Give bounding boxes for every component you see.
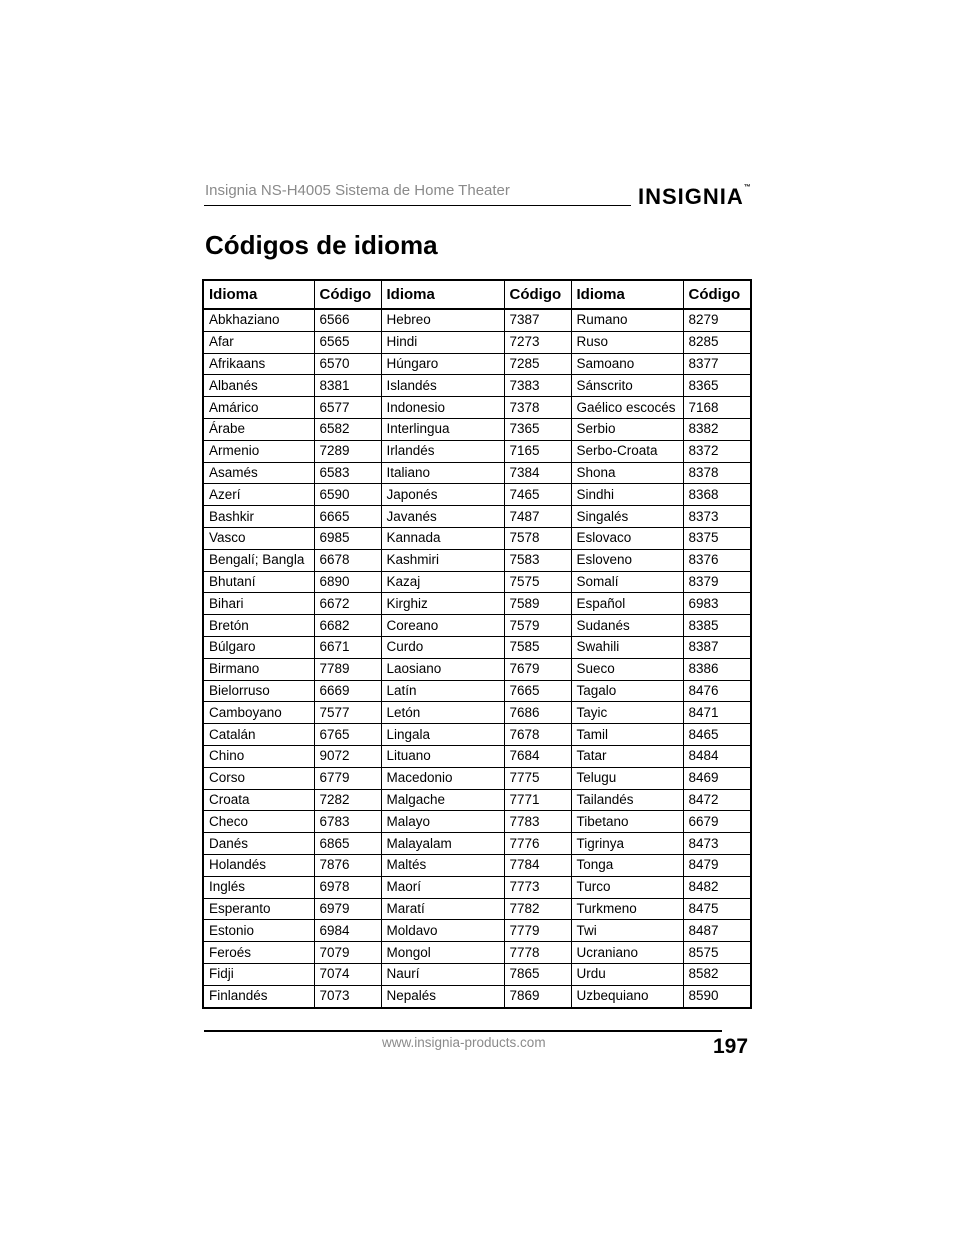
language-code-cell: 7079 (314, 942, 381, 964)
language-code-cell: 7585 (504, 636, 571, 658)
language-name-cell: Inglés (203, 876, 314, 898)
language-code-cell: 8465 (683, 724, 751, 746)
language-code-cell: 6583 (314, 462, 381, 484)
language-name-cell: Javanés (381, 506, 504, 528)
language-code-cell: 6978 (314, 876, 381, 898)
language-name-cell: Birmano (203, 658, 314, 680)
language-name-cell: Somalí (571, 571, 683, 593)
language-name-cell: Árabe (203, 418, 314, 440)
header-rule (204, 205, 631, 206)
language-code-cell: 7783 (504, 811, 571, 833)
column-header: Idioma (571, 280, 683, 309)
table-row (203, 462, 751, 484)
language-code-cell: 7678 (504, 724, 571, 746)
table-row (203, 375, 751, 397)
language-name-cell: Moldavo (381, 920, 504, 942)
language-code-cell: 6984 (314, 920, 381, 942)
language-code-cell: 8476 (683, 680, 751, 702)
language-name-cell: Bhutaní (203, 571, 314, 593)
language-name-cell: Samoano (571, 353, 683, 375)
language-code-cell: 7789 (314, 658, 381, 680)
language-name-cell: Malayalam (381, 833, 504, 855)
footer-rule (204, 1030, 722, 1032)
language-code-cell: 7285 (504, 353, 571, 375)
table-row (203, 506, 751, 528)
language-code-cell: 8373 (683, 506, 751, 528)
language-code-cell: 8469 (683, 767, 751, 789)
table-row (203, 898, 751, 920)
language-code-cell: 8582 (683, 963, 751, 985)
language-name-cell: Estonio (203, 920, 314, 942)
table-row (203, 397, 751, 419)
page-number: 197 (713, 1035, 749, 1058)
language-name-cell: Maorí (381, 876, 504, 898)
language-name-cell: Tailandés (571, 789, 683, 811)
language-code-cell: 8487 (683, 920, 751, 942)
table-row (203, 920, 751, 942)
language-name-cell: Kashmiri (381, 549, 504, 571)
language-code-cell: 7589 (504, 593, 571, 615)
language-code-cell: 6577 (314, 397, 381, 419)
table-row (203, 789, 751, 811)
language-name-cell: Bengalí; Bangla (203, 549, 314, 571)
language-code-cell: 8365 (683, 375, 751, 397)
language-code-cell: 8387 (683, 636, 751, 658)
column-header: Código (683, 280, 751, 309)
language-name-cell: Asamés (203, 462, 314, 484)
language-name-cell: Vasco (203, 527, 314, 549)
language-name-cell: Coreano (381, 615, 504, 637)
language-code-cell: 6582 (314, 418, 381, 440)
table-row (203, 963, 751, 985)
language-name-cell: Curdo (381, 636, 504, 658)
language-name-cell: Catalán (203, 724, 314, 746)
language-name-cell: Búlgaro (203, 636, 314, 658)
language-name-cell: Singalés (571, 506, 683, 528)
language-name-cell: Bretón (203, 615, 314, 637)
language-name-cell: Bielorruso (203, 680, 314, 702)
table-row (203, 527, 751, 549)
language-code-cell: 7771 (504, 789, 571, 811)
table-row (203, 353, 751, 375)
language-code-cell: 7679 (504, 658, 571, 680)
language-code-cell: 8377 (683, 353, 751, 375)
language-code-cell: 7465 (504, 484, 571, 506)
language-name-cell: Macedonio (381, 767, 504, 789)
table-row (203, 593, 751, 615)
language-name-cell: Tatar (571, 745, 683, 767)
language-code-cell: 6669 (314, 680, 381, 702)
language-code-cell: 6865 (314, 833, 381, 855)
language-name-cell: Maratí (381, 898, 504, 920)
trademark-mark: ™ (743, 184, 751, 191)
language-name-cell: Tayic (571, 702, 683, 724)
language-name-cell: Amárico (203, 397, 314, 419)
language-name-cell: Afrikaans (203, 353, 314, 375)
language-code-cell: 8385 (683, 615, 751, 637)
language-code-cell: 6979 (314, 898, 381, 920)
language-code-cell: 7775 (504, 767, 571, 789)
language-name-cell: Lingala (381, 724, 504, 746)
language-code-cell: 6566 (314, 309, 381, 331)
language-name-cell: Tagalo (571, 680, 683, 702)
table-row (203, 833, 751, 855)
language-name-cell: Naurí (381, 963, 504, 985)
language-name-cell: Tonga (571, 854, 683, 876)
language-name-cell: Telugu (571, 767, 683, 789)
language-code-cell: 6779 (314, 767, 381, 789)
language-code-cell: 8378 (683, 462, 751, 484)
table-row (203, 811, 751, 833)
brand-logo (638, 184, 751, 210)
table-row (203, 658, 751, 680)
language-name-cell: Lituano (381, 745, 504, 767)
table-row (203, 309, 751, 331)
language-code-cell: 7384 (504, 462, 571, 484)
language-code-cell: 6672 (314, 593, 381, 615)
header-title: Insignia NS-H4005 Sistema de Home Theater (205, 182, 510, 199)
language-code-cell: 7378 (504, 397, 571, 419)
language-code-cell: 7583 (504, 549, 571, 571)
language-name-cell: Irlandés (381, 440, 504, 462)
language-code-cell: 6783 (314, 811, 381, 833)
language-code-cell: 7686 (504, 702, 571, 724)
column-header: Código (314, 280, 381, 309)
language-code-cell: 8279 (683, 309, 751, 331)
language-name-cell: Maltés (381, 854, 504, 876)
language-code-cell: 7577 (314, 702, 381, 724)
language-code-cell: 7165 (504, 440, 571, 462)
language-code-cell: 7876 (314, 854, 381, 876)
language-name-cell: Uzbequiano (571, 985, 683, 1007)
language-name-cell: Abkhaziano (203, 309, 314, 331)
language-code-cell: 8375 (683, 527, 751, 549)
table-row (203, 767, 751, 789)
language-code-cell: 6665 (314, 506, 381, 528)
language-code-cell: 9072 (314, 745, 381, 767)
table-row (203, 985, 751, 1007)
language-name-cell: Sindhi (571, 484, 683, 506)
language-code-cell: 7289 (314, 440, 381, 462)
language-code-cell: 8382 (683, 418, 751, 440)
language-name-cell: Mongol (381, 942, 504, 964)
language-name-cell: Sueco (571, 658, 683, 680)
language-code-cell: 8473 (683, 833, 751, 855)
language-code-cell: 8376 (683, 549, 751, 571)
language-name-cell: Latín (381, 680, 504, 702)
language-name-cell: Húngaro (381, 353, 504, 375)
language-name-cell: Corso (203, 767, 314, 789)
language-name-cell: Ucraniano (571, 942, 683, 964)
table-header-row (203, 280, 751, 309)
language-name-cell: Italiano (381, 462, 504, 484)
language-code-cell: 6671 (314, 636, 381, 658)
column-header: Código (504, 280, 571, 309)
language-code-cell: 6765 (314, 724, 381, 746)
language-name-cell: Nepalés (381, 985, 504, 1007)
language-name-cell: Tamil (571, 724, 683, 746)
language-code-cell: 7073 (314, 985, 381, 1007)
language-code-cell: 8590 (683, 985, 751, 1007)
language-code-cell: 7776 (504, 833, 571, 855)
language-name-cell: Serbio (571, 418, 683, 440)
language-name-cell: Feroés (203, 942, 314, 964)
language-code-cell: 8475 (683, 898, 751, 920)
language-name-cell: Islandés (381, 375, 504, 397)
language-code-cell: 7578 (504, 527, 571, 549)
table-row (203, 636, 751, 658)
language-code-cell: 6570 (314, 353, 381, 375)
logo-text: INSIGNIA (638, 184, 744, 209)
language-code-cell: 7282 (314, 789, 381, 811)
language-code-cell: 7074 (314, 963, 381, 985)
language-code-cell: 8484 (683, 745, 751, 767)
language-code-cell: 7865 (504, 963, 571, 985)
language-code-cell: 7778 (504, 942, 571, 964)
language-name-cell: Checo (203, 811, 314, 833)
language-name-cell: Esperanto (203, 898, 314, 920)
language-name-cell: Kannada (381, 527, 504, 549)
language-code-cell: 8386 (683, 658, 751, 680)
language-name-cell: Kirghiz (381, 593, 504, 615)
language-name-cell: Hindi (381, 331, 504, 353)
language-code-cell: 8479 (683, 854, 751, 876)
table-row (203, 876, 751, 898)
language-code-cell: 6678 (314, 549, 381, 571)
language-name-cell: Danés (203, 833, 314, 855)
table-row (203, 854, 751, 876)
table-row (203, 571, 751, 593)
language-code-cell: 7684 (504, 745, 571, 767)
language-code-cell: 8472 (683, 789, 751, 811)
language-code-cell: 6565 (314, 331, 381, 353)
language-name-cell: Rumano (571, 309, 683, 331)
language-code-cell: 8471 (683, 702, 751, 724)
language-code-cell: 7387 (504, 309, 571, 331)
language-name-cell: Bashkir (203, 506, 314, 528)
language-name-cell: Albanés (203, 375, 314, 397)
language-name-cell: Turkmeno (571, 898, 683, 920)
language-code-cell: 8379 (683, 571, 751, 593)
table-row (203, 724, 751, 746)
language-code-cell: 8372 (683, 440, 751, 462)
language-name-cell: Ruso (571, 331, 683, 353)
language-name-cell: Twi (571, 920, 683, 942)
language-name-cell: Kazaj (381, 571, 504, 593)
language-name-cell: Interlingua (381, 418, 504, 440)
table-row (203, 549, 751, 571)
language-code-cell: 6682 (314, 615, 381, 637)
table-row (203, 680, 751, 702)
language-name-cell: Swahili (571, 636, 683, 658)
language-code-cell: 8368 (683, 484, 751, 506)
language-code-cell: 6590 (314, 484, 381, 506)
language-code-cell: 7487 (504, 506, 571, 528)
table-row (203, 942, 751, 964)
language-name-cell: Afar (203, 331, 314, 353)
language-code-cell: 7779 (504, 920, 571, 942)
language-code-cell: 7383 (504, 375, 571, 397)
language-name-cell: Tibetano (571, 811, 683, 833)
language-code-cell: 7773 (504, 876, 571, 898)
language-code-cell: 6983 (683, 593, 751, 615)
table-body (203, 309, 751, 1008)
language-code-cell: 7273 (504, 331, 571, 353)
language-name-cell: Bihari (203, 593, 314, 615)
language-name-cell: Eslovaco (571, 527, 683, 549)
column-header: Idioma (203, 280, 314, 309)
language-name-cell: Japonés (381, 484, 504, 506)
language-name-cell: Indonesio (381, 397, 504, 419)
language-code-cell: 6890 (314, 571, 381, 593)
language-code-cell: 6679 (683, 811, 751, 833)
language-name-cell: Laosiano (381, 658, 504, 680)
language-name-cell: Sánscrito (571, 375, 683, 397)
language-code-cell: 8285 (683, 331, 751, 353)
language-code-cell: 6985 (314, 527, 381, 549)
language-code-cell: 7575 (504, 571, 571, 593)
language-name-cell: Croata (203, 789, 314, 811)
language-name-cell: Español (571, 593, 683, 615)
language-name-cell: Serbo-Croata (571, 440, 683, 462)
language-name-cell: Turco (571, 876, 683, 898)
language-name-cell: Finlandés (203, 985, 314, 1007)
language-name-cell: Fidji (203, 963, 314, 985)
language-code-cell: 7365 (504, 418, 571, 440)
language-name-cell: Esloveno (571, 549, 683, 571)
language-name-cell: Shona (571, 462, 683, 484)
language-name-cell: Letón (381, 702, 504, 724)
language-name-cell: Gaélico escocés (571, 397, 683, 419)
table-row (203, 702, 751, 724)
language-codes-table (202, 279, 752, 1009)
language-name-cell: Urdu (571, 963, 683, 985)
column-header: Idioma (381, 280, 504, 309)
table-row (203, 745, 751, 767)
table-row (203, 615, 751, 637)
language-code-cell: 8575 (683, 942, 751, 964)
table-row (203, 440, 751, 462)
language-name-cell: Hebreo (381, 309, 504, 331)
table-row (203, 331, 751, 353)
language-name-cell: Camboyano (203, 702, 314, 724)
language-code-cell: 7869 (504, 985, 571, 1007)
language-code-cell: 8381 (314, 375, 381, 397)
language-code-cell: 7168 (683, 397, 751, 419)
table-row (203, 484, 751, 506)
language-name-cell: Chino (203, 745, 314, 767)
language-name-cell: Malayo (381, 811, 504, 833)
page-title: Códigos de idioma (205, 230, 438, 260)
footer-url: www.insignia-products.com (382, 1035, 546, 1050)
language-name-cell: Malgache (381, 789, 504, 811)
language-code-cell: 7665 (504, 680, 571, 702)
language-code-cell: 7579 (504, 615, 571, 637)
language-code-cell: 7782 (504, 898, 571, 920)
language-name-cell: Tigrinya (571, 833, 683, 855)
language-name-cell: Sudanés (571, 615, 683, 637)
language-code-cell: 7784 (504, 854, 571, 876)
table-row (203, 418, 751, 440)
language-name-cell: Holandés (203, 854, 314, 876)
language-name-cell: Armenio (203, 440, 314, 462)
language-code-cell: 8482 (683, 876, 751, 898)
language-name-cell: Azerí (203, 484, 314, 506)
